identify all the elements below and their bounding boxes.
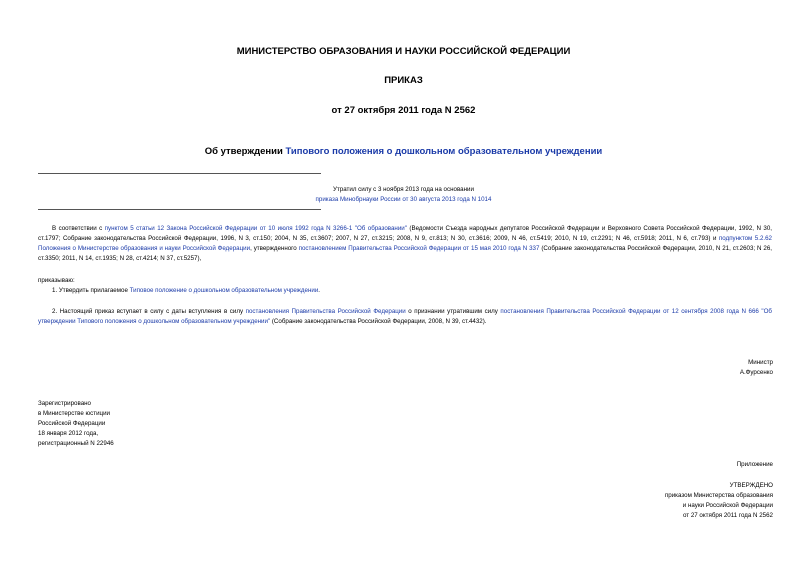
divider-top bbox=[38, 173, 321, 174]
status-note-line2 bbox=[0, 195, 807, 205]
ministry-regulation-link[interactable]: подпунктом 5.2.62 Положения о Министерстве образования и науки Российской Федерации bbox=[38, 235, 772, 252]
item-2-paragraph bbox=[38, 307, 772, 327]
registration-line-1: Зарегистрировано bbox=[38, 400, 91, 407]
doc-title-link[interactable]: Типового положения о дошкольном образовательном учреждении bbox=[285, 146, 603, 157]
government-decree-link[interactable]: постановления Правительства Российской Федерации bbox=[245, 308, 406, 315]
approval-line-1: приказом Министерства образования bbox=[664, 492, 773, 499]
item-2-text-1: 2. Настоящий приказ вступает в силу с даты вступления в силу bbox=[52, 308, 246, 315]
divider-bottom bbox=[38, 209, 321, 210]
item-1-paragraph bbox=[38, 286, 772, 296]
preamble-text-3: , утвержденного bbox=[250, 245, 299, 252]
registration-block bbox=[38, 399, 114, 449]
registration-line-4: 18 января 2012 года, bbox=[38, 430, 99, 437]
approval-line-2: и науки Российской Федерации bbox=[682, 502, 773, 509]
signature-block bbox=[740, 358, 773, 378]
signature-position: Министр bbox=[748, 359, 773, 366]
government-decree-666-link[interactable]: постановления Правительства Российской Федерации от 12 сентября 2008 года N 666 "Об утверждении Типового положения о дошкольном образовательном учреждении" bbox=[38, 308, 772, 325]
status-note-line1: Утратил силу с 3 ноября 2013 года на основании bbox=[333, 186, 474, 193]
preamble-text-4: (Собрание законодательства Российской Федерации, 2010, N 21, ст.2603; N 26, ст.3350; 2011, N 14, ст.1935; N 28, ст.4214; N 37, ст.5257), bbox=[38, 245, 772, 262]
approval-block bbox=[665, 481, 773, 521]
doc-date-number: от 27 октября 2011 года N 2562 bbox=[331, 105, 476, 116]
registration-line-2: в Министерстве юстиции bbox=[38, 410, 111, 417]
law-education-link[interactable]: пунктом 5 статьи 12 Закона Российской Федерации от 10 июля 1992 года N 3266-1 "Об образовании" bbox=[104, 225, 407, 232]
approved-stamp: УТВЕРЖДЕНО bbox=[729, 482, 773, 489]
appendix-label: Приложение bbox=[736, 461, 773, 468]
signature-name: А.Фурсенко bbox=[739, 369, 773, 376]
typical-regulation-link[interactable]: Типовое положение о дошкольном образовательном учреждении bbox=[129, 287, 319, 294]
doc-type-heading: ПРИКАЗ bbox=[384, 75, 423, 86]
item-1-text-2: . bbox=[318, 287, 321, 294]
preamble-text-1: В соответствии с bbox=[52, 225, 105, 232]
ministry-heading: МИНИСТЕРСТВО ОБРАЗОВАНИЯ И НАУКИ РОССИЙСКОЙ ФЕДЕРАЦИИ bbox=[236, 46, 571, 57]
registration-line-5: регистрационный N 22946 bbox=[38, 440, 114, 447]
preamble-paragraph bbox=[38, 224, 772, 264]
approval-line-3: от 27 октября 2011 года N 2562 bbox=[682, 512, 773, 519]
item-2-text-2: о признании утратившим силу bbox=[405, 308, 501, 315]
order-word: приказываю: bbox=[38, 277, 75, 284]
preamble-text-2: (Ведомости Съезда народных депутатов Российской Федерации и Верховного Совета Российской Федерации, 1992, N 30, ст.1797; Собрание законодательства Российской Федерации, 1996, N 3, ст.150; 2004, N 35, ст.3607; 2007, N 27, ст.3215; 2008, N 9, ст.813; N 30, ст.3616; 2009, N 46, ст.5419; 2010, N 19, ст.2291; N 46, ст.5918; 2011, N 6, ст.793) и bbox=[38, 225, 772, 242]
doc-title-prefix: Об утверждении bbox=[204, 146, 286, 157]
item-1-text-1: 1. Утвердить прилагаемое bbox=[52, 287, 130, 294]
item-2-text-3: (Собрание законодательства Российской Федерации, 2008, N 39, ст.4432). bbox=[270, 318, 487, 325]
repeal-order-link[interactable]: приказа Минобрнауки России от 30 августа 2013 года N 1014 bbox=[315, 196, 492, 203]
registration-line-3: Российской Федерации bbox=[38, 420, 106, 427]
doc-title bbox=[0, 146, 807, 157]
government-decree-337-link[interactable]: постановлением Правительства Российской Федерации от 15 мая 2010 года N 337 bbox=[298, 245, 540, 252]
